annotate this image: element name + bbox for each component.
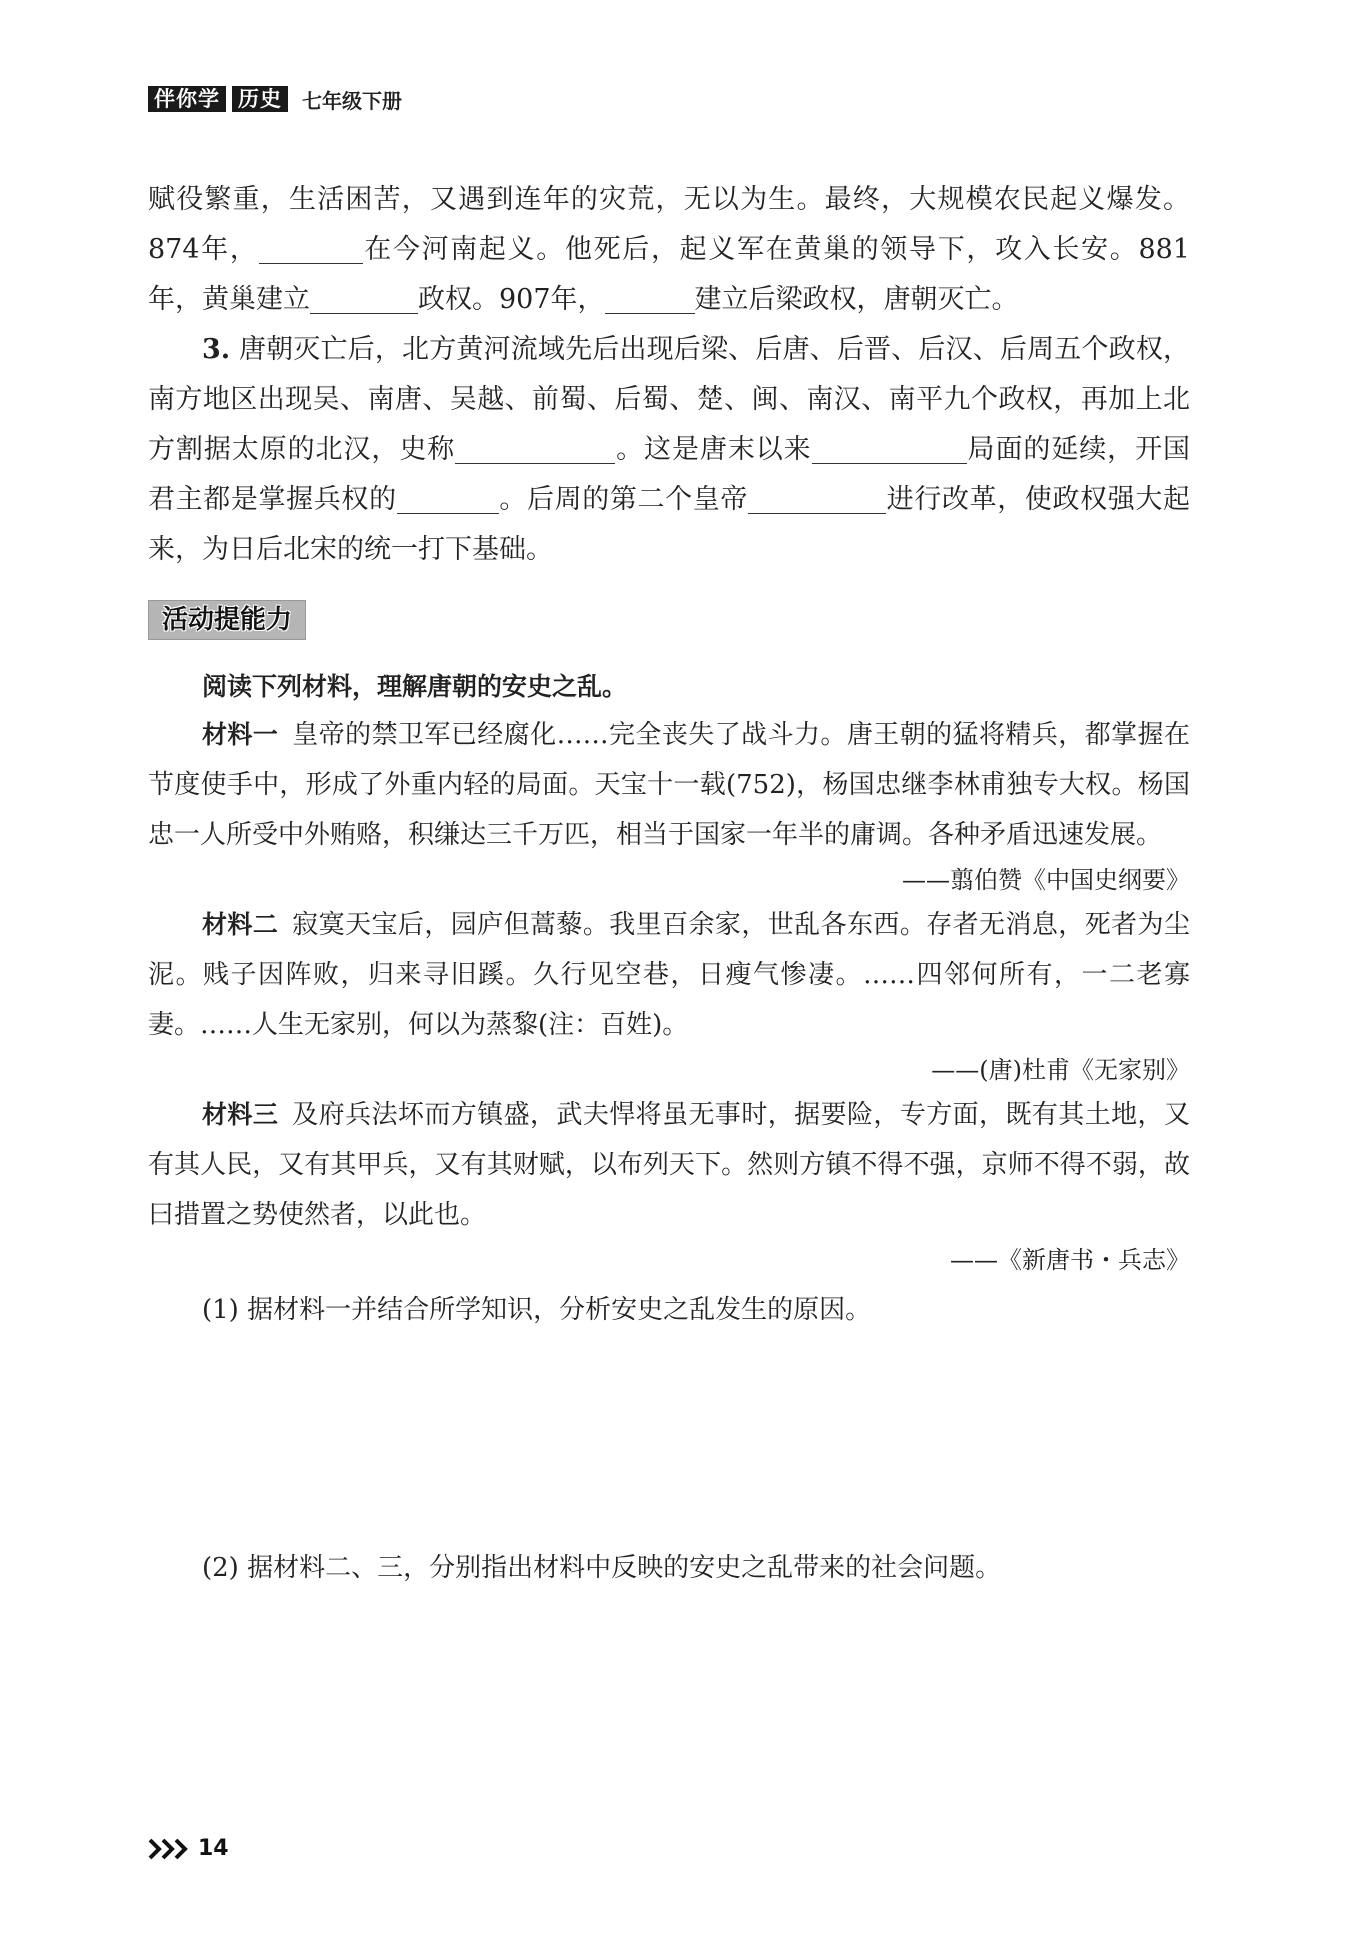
page-header xyxy=(148,86,402,112)
material-1-source: ——翦伯赞《中国史纲要》 xyxy=(902,866,1190,894)
material-2-source: ——(唐)杜甫《无家别》 xyxy=(931,1056,1190,1084)
question-3: 3. 唐朝灭亡后，北方黄河流域先后出现后梁、后唐、后晋、后汉、后周五个政权，南方地区出现吴、南唐、吴越、前蜀、后蜀、楚、闽、南汉、南平九个政权，再加上北方割据太原的北汉，史称 。这是唐末以来 局面的延续，开国君主都是掌握兵权的 。后周的第二个皇帝 进行改革，使政权强大起来，为日后北宋的统一打下基础。 xyxy=(148,334,1191,565)
triple-chevron-icon xyxy=(148,1837,192,1861)
answer-blank[interactable] xyxy=(310,283,418,314)
material-2: 材料二 寂寞天宝后，园庐但蒿藜。我里百余家，世乱各东西。存者无消息，死者为尘泥。贱子因阵败，归来寻旧蹊。久行见空巷，日瘦气惨凄。……四邻何所有，一二老寡妻。……人生无家别，何以为蒸黎(注：百姓)。 xyxy=(148,910,1190,1040)
answer-blank[interactable] xyxy=(455,433,615,464)
answer-blank[interactable] xyxy=(397,483,499,514)
activity-intro: 阅读下列材料，理解唐朝的安史之乱。 xyxy=(202,672,628,701)
activity-section xyxy=(148,664,1190,1588)
fill-in-section xyxy=(148,175,1190,575)
section-title-badge: 活动提能力 xyxy=(148,600,306,640)
material-label: 材料二 xyxy=(202,910,279,939)
material-1: 材料一 皇帝的禁卫军已经腐化……完全丧失了战斗力。唐王朝的猛将精兵，都掌握在节度使手中，形成了外重内轻的局面。天宝十一载(752)，杨国忠继李林甫独专大权。杨国忠一人所受中外贿赂，积缣达三千万匹，相当于国家一年半的庸调。各种矛盾迅速发展。 xyxy=(148,720,1190,850)
material-label: 材料三 xyxy=(202,1100,279,1129)
paragraph-huangchao: 赋役繁重，生活困苦，又遇到连年的灾荒，无以为生。最终，大规模农民起义爆发。874年， 在今河南起义。他死后，起义军在黄巢的领导下，攻入长安。881年，黄巢建立 政权。907年， 建立后梁政权，唐朝灭亡。 xyxy=(148,184,1190,315)
page-footer xyxy=(148,1836,229,1861)
answer-blank[interactable] xyxy=(259,233,363,264)
sub-question-2: (2) 据材料二、三，分别指出材料中反映的安史之乱带来的社会问题。 xyxy=(202,1553,1002,1583)
material-3-source: ——《新唐书・兵志》 xyxy=(950,1246,1190,1274)
material-label: 材料一 xyxy=(202,720,279,749)
grade-label: 七年级下册 xyxy=(302,88,402,113)
book-series-tag: 伴你学 xyxy=(148,86,226,112)
answer-space-1[interactable] xyxy=(148,1330,1190,1548)
material-3: 材料三 及府兵法坏而方镇盛，武夫悍将虽无事时，据要险，专方面，既有其土地，又有其人民，又有其甲兵，又有其财赋，以布列天下。然则方镇不得不强，京师不得不弱，故曰措置之势使然者，以此也。 xyxy=(148,1100,1190,1230)
question-number: 3. xyxy=(202,334,231,365)
page-number: 14 xyxy=(198,1836,229,1861)
answer-blank[interactable] xyxy=(605,283,695,314)
answer-blank[interactable] xyxy=(812,433,967,464)
sub-question-1: (1) 据材料一并结合所学知识，分析安史之乱发生的原因。 xyxy=(202,1295,872,1325)
answer-blank[interactable] xyxy=(748,483,886,514)
subject-tag: 历史 xyxy=(232,86,288,112)
